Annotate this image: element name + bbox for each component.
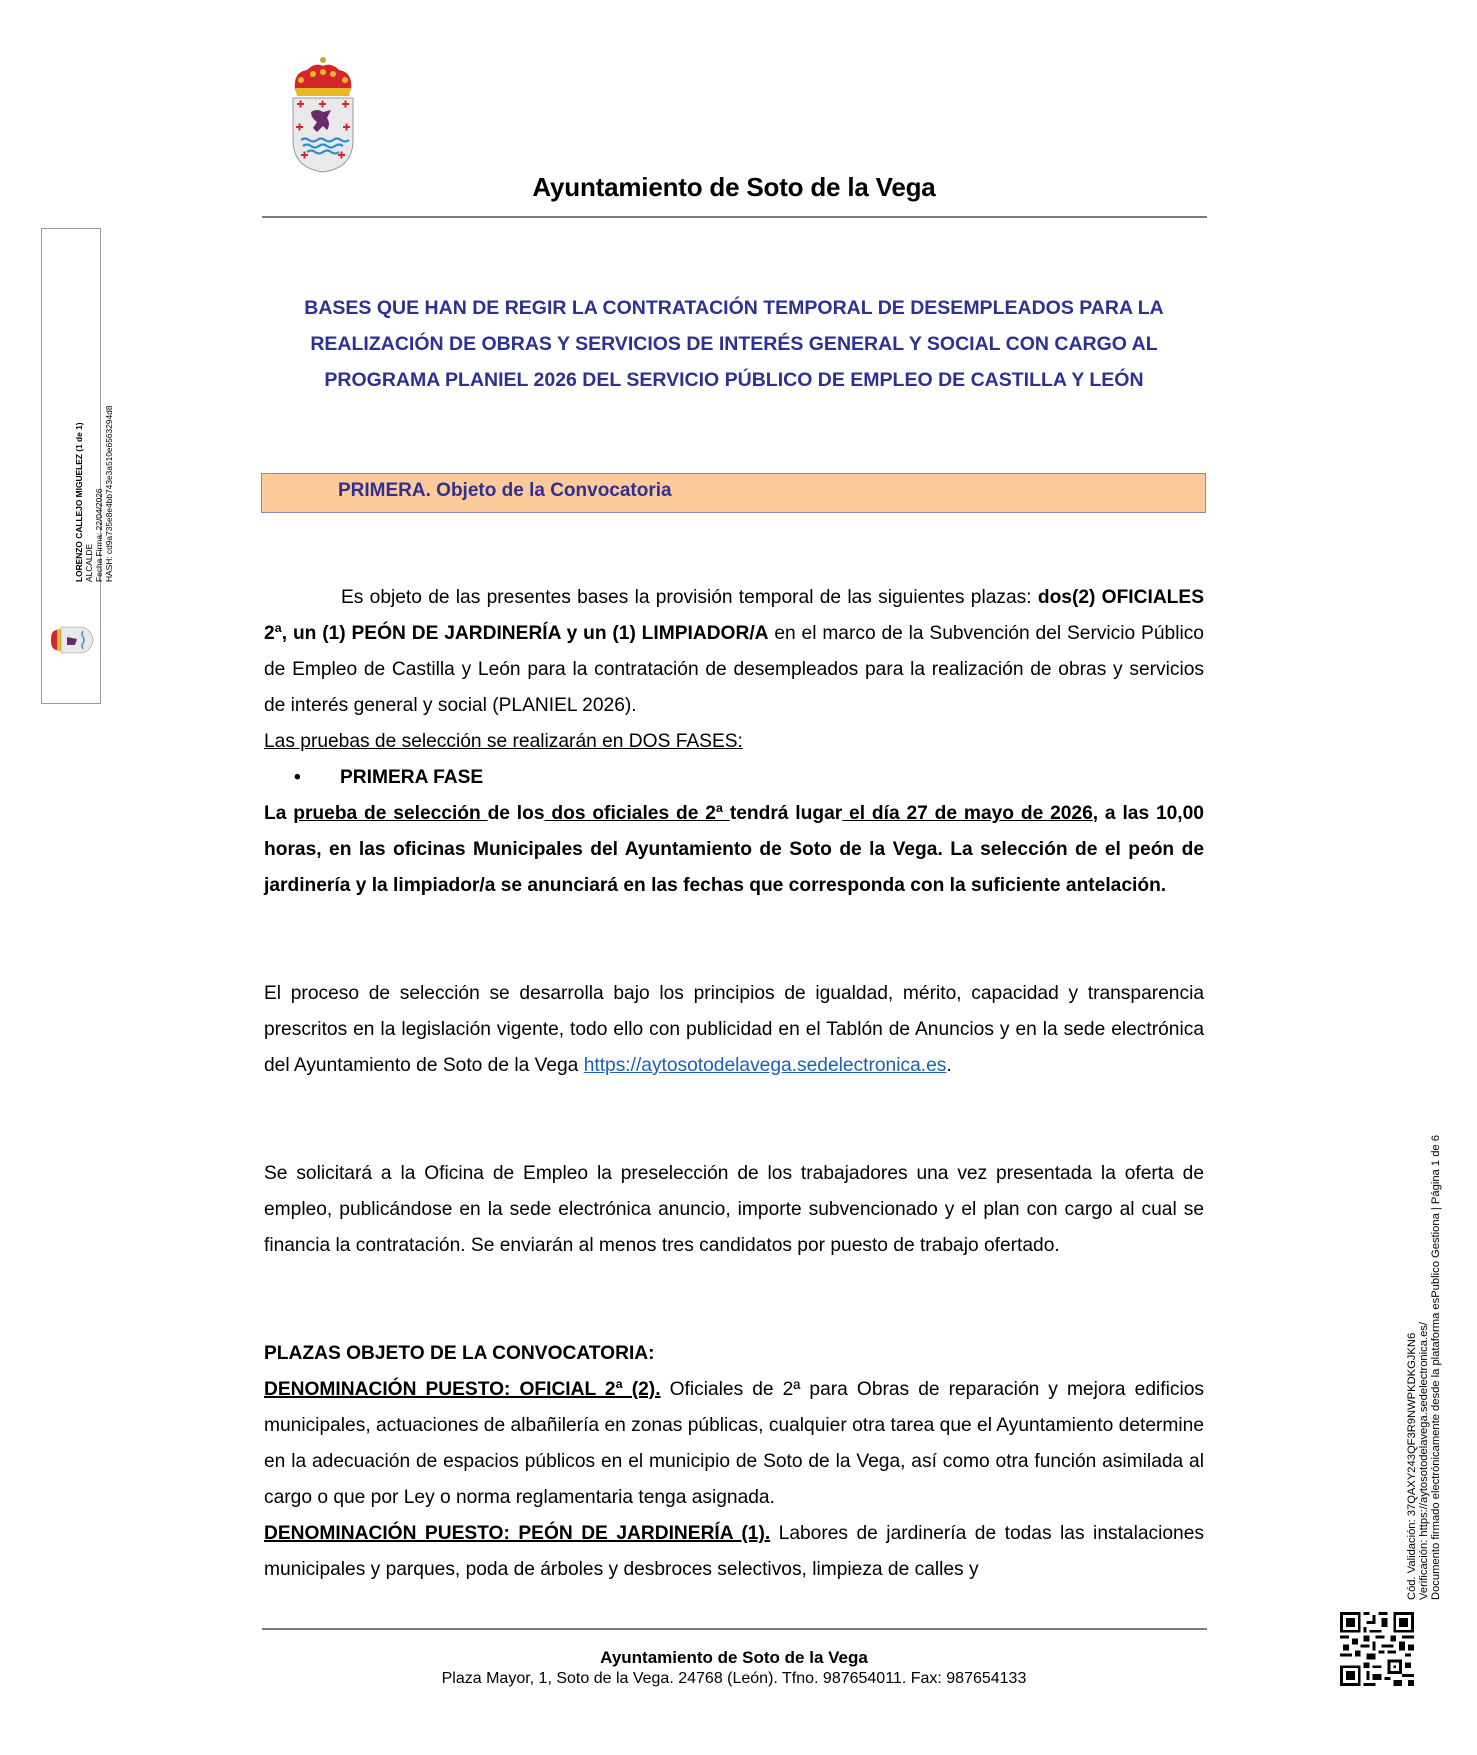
bullet-icon: •: [294, 767, 301, 788]
paragraph-object: [264, 580, 1204, 724]
signature-date: Fecha Firma: 22/04/2026: [94, 488, 104, 582]
text-run: Es objeto de las presentes bases la provisión temporal de las siguientes plazas:: [341, 587, 1038, 608]
header-divider: [262, 216, 1207, 218]
plazas-title: PLAZAS OBJETO DE LA CONVOCATORIA:: [264, 1343, 655, 1364]
puesto-label: DENOMINACIÓN PUESTO: OFICIAL 2ª (2).: [264, 1379, 661, 1400]
phases-intro: [264, 724, 1204, 760]
bullet-item: [264, 760, 1204, 796]
verification-text: [1406, 1135, 1442, 1600]
phase1-paragraph: [264, 796, 1204, 904]
text-run: .: [946, 1055, 952, 1076]
puesto-label: DENOMINACIÓN PUESTO: PEÓN DE JARDINERÍA (1).: [264, 1523, 771, 1544]
puesto-oficial: [264, 1372, 1204, 1516]
text-run: La: [264, 803, 294, 824]
body-block-4: [264, 1336, 1204, 1588]
coat-of-arms-icon: [287, 56, 359, 176]
sede-electronica-link[interactable]: https://aytosotodelavega.sedelectronica.es: [583, 1055, 947, 1076]
body-block-1: [264, 580, 1204, 904]
footer-organization: Ayuntamiento de Soto de la Vega: [600, 1648, 868, 1667]
signature-hash: HASH: cd9a735e8e4bb743e3a510e6563294d8: [104, 405, 114, 582]
verification-note: Documento firmado electrónicamente desde la plataforma esPublico Gestiona | Página 1 de 6: [1430, 1135, 1442, 1600]
signature-text: [74, 342, 114, 582]
phases-intro-text: Las pruebas de selección se realizarán en DOS FASES:: [264, 731, 743, 752]
text-run: tendrá lugar: [729, 803, 843, 824]
text-run: prueba de selección: [293, 803, 488, 824]
preselection-paragraph: Se solicitará a la Oficina de Empleo la preselección de los trabajadores una vez presentada la oferta de empleo, publicándose en la sede electrónica anuncio, importe subvencionado y el plan con cargo al cual se financia la contratación. Se enviarán al menos tres candidatos por puesto de trabajo ofertado.: [264, 1163, 1204, 1256]
plazas-bold-text: dos(2) OFICIALES 2ª, un (1) PEÓN DE JARDINERÍA y un (1) LIMPIADOR/A: [264, 587, 1205, 644]
document-heading: [262, 290, 1206, 398]
puesto-description: Labores de jardinería de todas las instalaciones municipales y parques, poda de árboles y desbroces selectivos, limpieza de calles y: [264, 1523, 1204, 1580]
body-block-3: [264, 1156, 1204, 1264]
document-heading-line: PROGRAMA PLANIEL 2026 DEL SERVICIO PÚBLICO DE EMPLEO DE CASTILLA Y LEÓN: [324, 369, 1144, 391]
organization-title: Ayuntamiento de Soto de la Vega: [532, 172, 936, 202]
text-run: dos oficiales de 2ª: [544, 803, 730, 824]
text-run: en el marco de la Subvención del Servicio Público de Empleo de Castilla y León para la contratación de desempleados para la realización de obras y servicios de interés general y social (PLANIEL 2026).: [264, 623, 1204, 716]
validation-code: Cód. Validación: 37QAXY243QF3R9NWPKDKGJKN6: [1406, 1332, 1418, 1600]
verification-url: Verificación: https://aytosotodelavega.sedelectronica.es/: [1418, 1322, 1430, 1600]
footer-divider: [262, 1628, 1207, 1630]
puesto-peon: [264, 1516, 1204, 1588]
text-run: de los: [487, 803, 545, 824]
footer-address: Plaza Mayor, 1, Soto de la Vega. 24768 (León). Tfno. 987654011. Fax: 987654133: [441, 1670, 1027, 1687]
signer-role: ALCALDE: [84, 543, 94, 582]
bullet-text: PRIMERA FASE: [340, 767, 484, 788]
text-run: El proceso de selección se desarrolla bajo los principios de igualdad, mérito, capacidad y transparencia prescritos en la legislación vigente, todo ello con publicidad en el Tablón de Anuncios y en la sede electrónica del Ayuntamiento de Soto de la Vega: [264, 983, 1204, 1076]
principles-paragraph: [264, 976, 1204, 1084]
signer-name: LORENZO CALLEJO MIGUELEZ (1 de 1): [74, 422, 84, 582]
section-title: PRIMERA. Objeto de la Convocatoria: [338, 480, 672, 501]
coat-of-arms-small-icon: [48, 622, 94, 658]
document-heading-line: REALIZACIÓN DE OBRAS Y SERVICIOS DE INTERÉS GENERAL Y SOCIAL CON CARGO AL: [310, 333, 1158, 355]
section-header-box: [261, 473, 1206, 513]
exam-date: el día 27 de mayo de 2026: [842, 803, 1093, 824]
qr-code-icon: [1340, 1612, 1414, 1686]
text-run: , a las 10,00 horas, en las oficinas Municipales del Ayuntamiento de Soto de la Vega. La selección de el peón de jardinería y la limpiador/a se anunciará en las fechas que corresponda con la suficiente antelación.: [264, 803, 1204, 896]
puesto-description: Oficiales de 2ª para Obras de reparación y mejora edificios municipales, actuaciones de albañilería en zonas públicas, cualquier otra tarea que el Ayuntamiento determine en la adecuación de espacios públicos en el municipio de Soto de la Vega, así como otra función asimilada al cargo o que por Ley o norma reglamentaria tenga asignada.: [264, 1379, 1204, 1508]
document-heading-line: BASES QUE HAN DE REGIR LA CONTRATACIÓN TEMPORAL DE DESEMPLEADOS PARA LA: [304, 297, 1164, 319]
body-block-2: [264, 976, 1204, 1084]
